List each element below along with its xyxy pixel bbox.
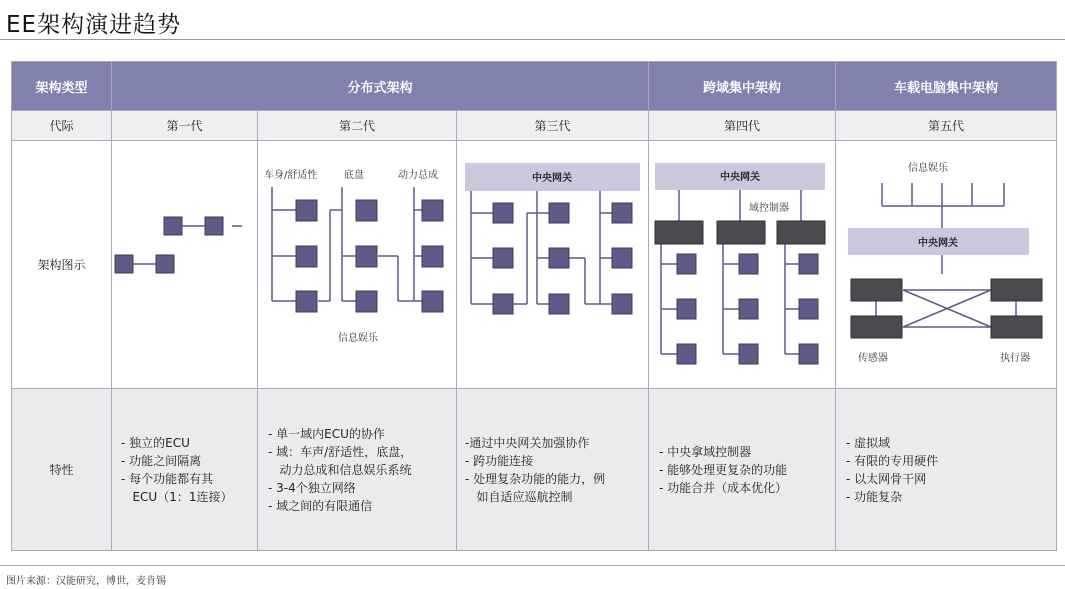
diagram-gen1	[112, 141, 258, 389]
ecu-node	[612, 248, 632, 268]
ecu-node	[422, 200, 443, 221]
ecu-node	[296, 200, 317, 221]
actuator-unit	[991, 279, 1042, 301]
ee-architecture-table	[11, 61, 1057, 551]
label-infotainment: 信息娱乐	[908, 163, 949, 174]
ecu-node	[612, 294, 632, 314]
header-arch-type: 架构类型	[12, 62, 112, 111]
feature-item: - 中央拿域控制器	[659, 444, 752, 459]
feature-list	[112, 434, 257, 506]
feature-item: - 跨功能连接	[465, 453, 534, 468]
gen-5: 第五代	[836, 111, 1057, 141]
feature-item: 动力总成和信息娱乐系统	[268, 462, 412, 477]
ecu-node	[356, 291, 377, 312]
feature-item: - 3-4个独立网络	[268, 480, 356, 495]
ecu-node	[422, 246, 443, 267]
ecu-node	[739, 344, 758, 364]
generation-label: 代际	[12, 111, 112, 141]
feature-list	[258, 425, 456, 515]
gen-4: 第四代	[649, 111, 836, 141]
feature-item: - 域之间的有限通信	[268, 498, 373, 513]
ecu-node	[296, 246, 317, 267]
feature-list	[457, 434, 648, 506]
diagram-gen3	[457, 141, 649, 389]
ecu-node	[356, 200, 377, 221]
feature-item: - 以太网骨干网	[846, 471, 927, 486]
domain-controller	[777, 221, 825, 244]
features-gen4	[649, 389, 836, 551]
ecu-node	[677, 254, 696, 274]
domain-controller-label: 域控制器	[749, 203, 790, 214]
label-actuator: 执行器	[1000, 353, 1031, 364]
label-chassis: 底盘	[344, 170, 364, 181]
ecu-node	[677, 299, 696, 319]
ecu-node	[549, 294, 569, 314]
features-gen2	[258, 389, 457, 551]
ecu-node	[115, 255, 133, 273]
domain-controller	[655, 221, 703, 244]
ecu-node	[205, 217, 223, 235]
feature-item: - 域：车声/舒适性，底盘，	[268, 444, 413, 459]
page-title: EE架构演进趋势	[6, 12, 182, 38]
header-cross-domain: 跨域集中架构	[649, 62, 836, 111]
ecu-node	[612, 203, 632, 223]
header-vehicle-computer: 车载电脑集中架构	[836, 62, 1057, 111]
header-distributed: 分布式架构	[112, 62, 649, 111]
features-gen3	[457, 389, 649, 551]
title-divider	[0, 39, 1065, 40]
feature-label: 特性	[12, 389, 112, 551]
ecu-node	[296, 291, 317, 312]
ecu-node	[549, 203, 569, 223]
diagram-gen2	[258, 141, 457, 389]
gen2-svg	[258, 141, 457, 388]
diagram-gen5	[836, 141, 1057, 389]
gen4-svg	[649, 141, 836, 388]
label-body-comfort: 车身/舒适性	[264, 170, 318, 181]
feature-item: ECU（1：1连接）	[121, 489, 233, 504]
source-note: 图片来源：汉能研究，博世，麦肯锡	[6, 576, 166, 587]
ecu-node	[356, 246, 377, 267]
label-infotainment: 信息娱乐	[338, 333, 378, 344]
sensor-unit	[851, 279, 902, 301]
ecu-node	[739, 299, 758, 319]
feature-list	[649, 443, 835, 497]
gen-2: 第二代	[258, 111, 457, 141]
ecu-node	[739, 254, 758, 274]
ecu-node	[493, 248, 513, 268]
gateway-label: 中央网关	[532, 173, 572, 184]
ecu-node	[164, 217, 182, 235]
feature-item: - 独立的ECU	[121, 435, 190, 450]
ecu-node	[156, 255, 174, 273]
gen-3: 第三代	[457, 111, 649, 141]
feature-item: - 处理复杂功能的能力，例	[465, 471, 606, 486]
ecu-node	[422, 291, 443, 312]
feature-item: - 有限的专用硬件	[846, 453, 939, 468]
actuator-unit	[991, 316, 1042, 338]
ecu-node	[549, 248, 569, 268]
gen3-svg	[457, 141, 649, 388]
feature-item: - 功能合并（成本优化）	[659, 480, 788, 495]
ecu-node	[799, 344, 818, 364]
diagram-gen4	[649, 141, 836, 389]
diagram-label: 架构图示	[12, 141, 112, 389]
feature-item: - 能够处理更复杂的功能	[659, 462, 788, 477]
source-divider	[0, 565, 1065, 566]
ecu-node	[799, 254, 818, 274]
feature-item: - 虚拟域	[846, 435, 891, 450]
ecu-node	[493, 294, 513, 314]
feature-item: - 每个功能都有其	[121, 471, 214, 486]
feature-list	[836, 434, 1056, 506]
features-gen5	[836, 389, 1057, 551]
gateway-label: 中央网关	[720, 172, 761, 183]
feature-item: 如自适应巡航控制	[465, 489, 573, 504]
label-sensor: 传感器	[858, 353, 889, 364]
domain-controller	[717, 221, 765, 244]
ecu-node	[677, 344, 696, 364]
ecu-node	[493, 203, 513, 223]
gen5-svg	[836, 141, 1057, 388]
features-gen1	[112, 389, 258, 551]
gen1-svg	[112, 141, 258, 388]
label-powertrain: 动力总成	[398, 170, 438, 181]
gateway-label: 中央网关	[918, 238, 959, 249]
feature-item: - 功能之间隔离	[121, 453, 202, 468]
feature-item: - 单一域内ECU的协作	[268, 426, 385, 441]
gen-1: 第一代	[112, 111, 258, 141]
ecu-node	[799, 299, 818, 319]
sensor-unit	[851, 316, 902, 338]
feature-item: -通过中央网关加强协作	[465, 435, 590, 450]
feature-item: - 功能复杂	[846, 489, 903, 504]
